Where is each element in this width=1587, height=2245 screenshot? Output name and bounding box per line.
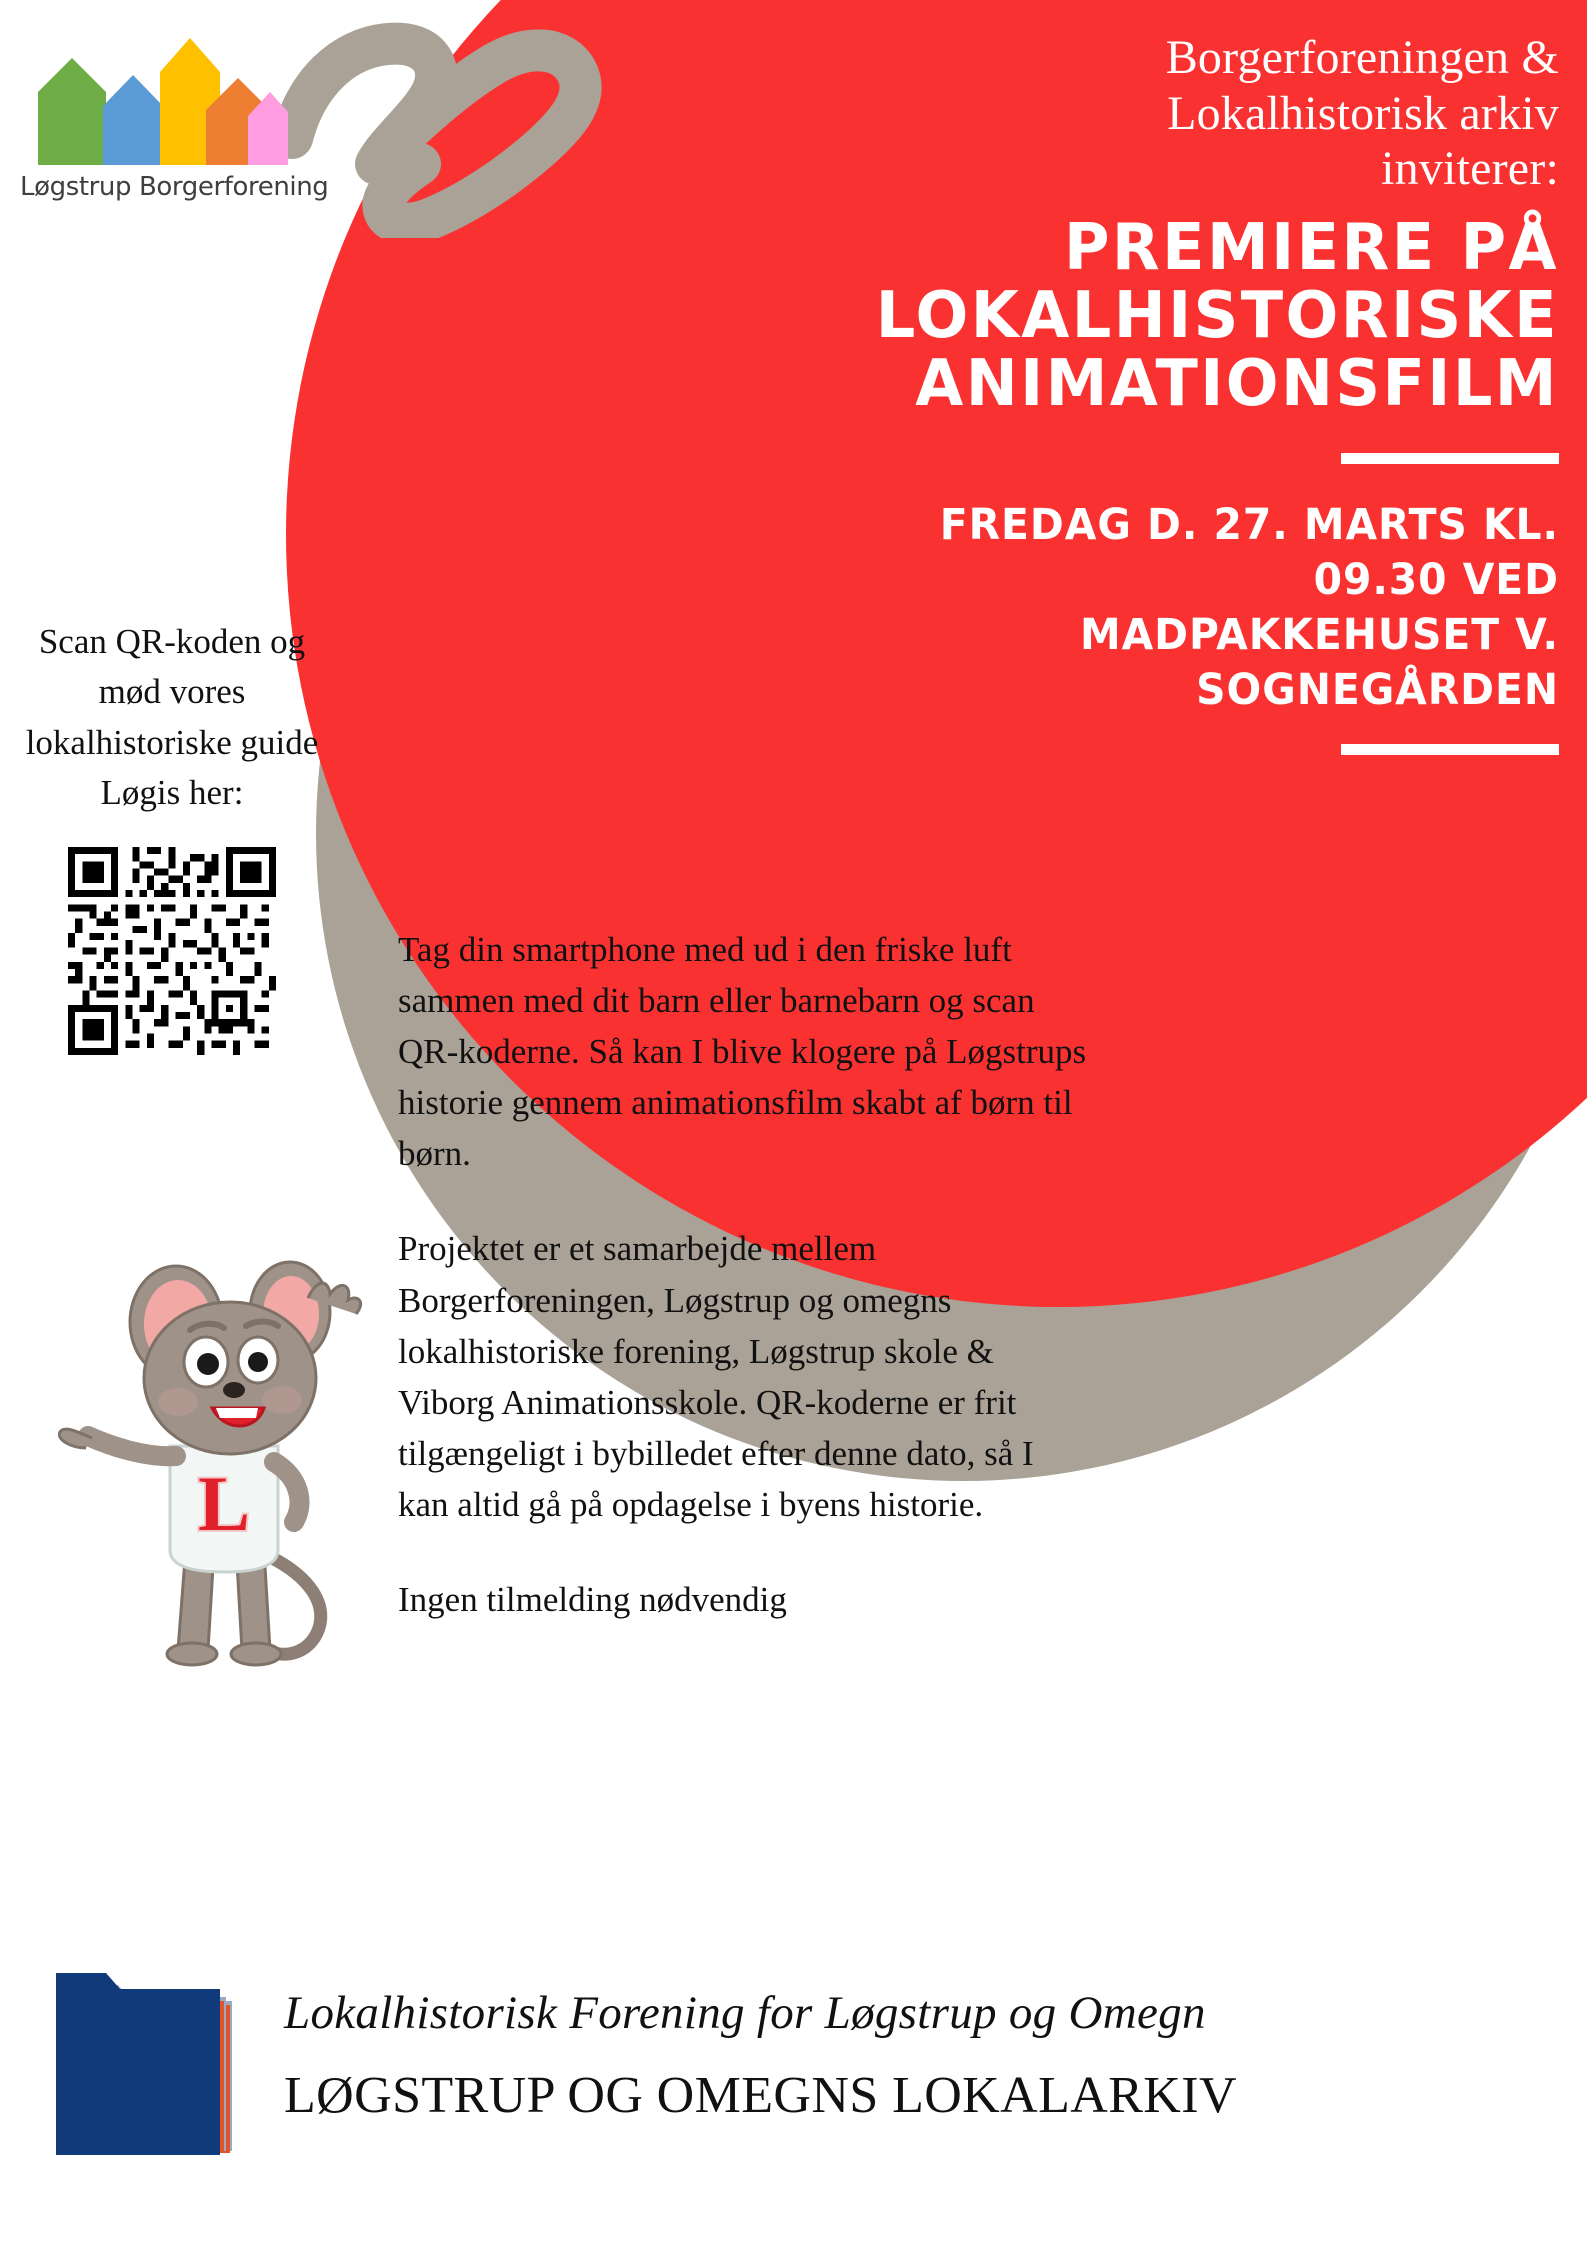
event-datetime — [851, 498, 1559, 718]
poster-title-line-3: ANIMATIONSFILM — [915, 346, 1559, 421]
mascot-shirt-letter: L — [197, 1460, 251, 1547]
borgerforening-logo-name: Løgstrup Borgerforening — [20, 172, 329, 202]
mouse-mascot-logis — [58, 1250, 378, 1670]
poster-title — [836, 211, 1559, 421]
folder-icon — [52, 1955, 242, 2155]
lokalarkiv-logo — [52, 1955, 1237, 2155]
qr-caption: Scan QR-koden og mød vores lokalhistoriske guide Løgis her: — [25, 622, 319, 813]
qr-section — [22, 617, 322, 1055]
body-text-column — [398, 924, 1088, 1625]
invite-line-3: inviterer: — [1381, 142, 1559, 196]
lokalarkiv-line-1: Lokalhistorisk Forening for Løgstrup og Omegn — [284, 1986, 1206, 2039]
lokalarkiv-logo-text — [284, 1986, 1237, 2125]
brush-squiggle-decoration — [280, 18, 640, 238]
body-paragraph-1: Tag din smartphone med ud i den friske luft sammen med dit barn eller barnebarn og scan QR-koderne. Så kan I blive klogere på Løgstrups historie gennem animationsfilm skabt af børn til børn. — [398, 930, 1087, 1174]
event-datetime-line-1: FREDAG D. 27. MARTS KL. 09.30 VED — [939, 499, 1559, 605]
lokalarkiv-line-2: LØGSTRUP OG OMEGNS LOKALARKIV — [284, 2066, 1237, 2124]
body-paragraph-2: Projektet er et samarbejde mellem Borgerforeningen, Løgstrup og omegns lokalhistoriske forening, Løgstrup skole & Viborg Animationsskole. QR-koderne er frit tilgængeligt i bybilledet efter denne dato, så I kan altid gå på opdagelse i byens historie. — [398, 1229, 1034, 1524]
divider-rule-top — [1341, 453, 1559, 464]
body-paragraph-3: Ingen tilmelding nødvendig — [398, 1580, 787, 1620]
invite-line-1: Borgerforeningen & — [1165, 31, 1559, 84]
event-datetime-line-2: MADPAKKEHUSET V. SOGNEGÅRDEN — [1079, 609, 1559, 715]
poster-title-line-1: PREMIERE PÅ — [1063, 211, 1559, 286]
borgerforening-logo — [20, 30, 329, 202]
invite-line-2: Lokalhistorisk arkiv — [1167, 86, 1559, 140]
poster-title-line-2: LOKALHISTORISKE — [875, 278, 1559, 353]
divider-rule-bottom — [1341, 744, 1559, 755]
colored-houses-icon — [20, 30, 288, 165]
header-block — [814, 30, 1559, 755]
qr-code-image[interactable] — [68, 847, 276, 1055]
